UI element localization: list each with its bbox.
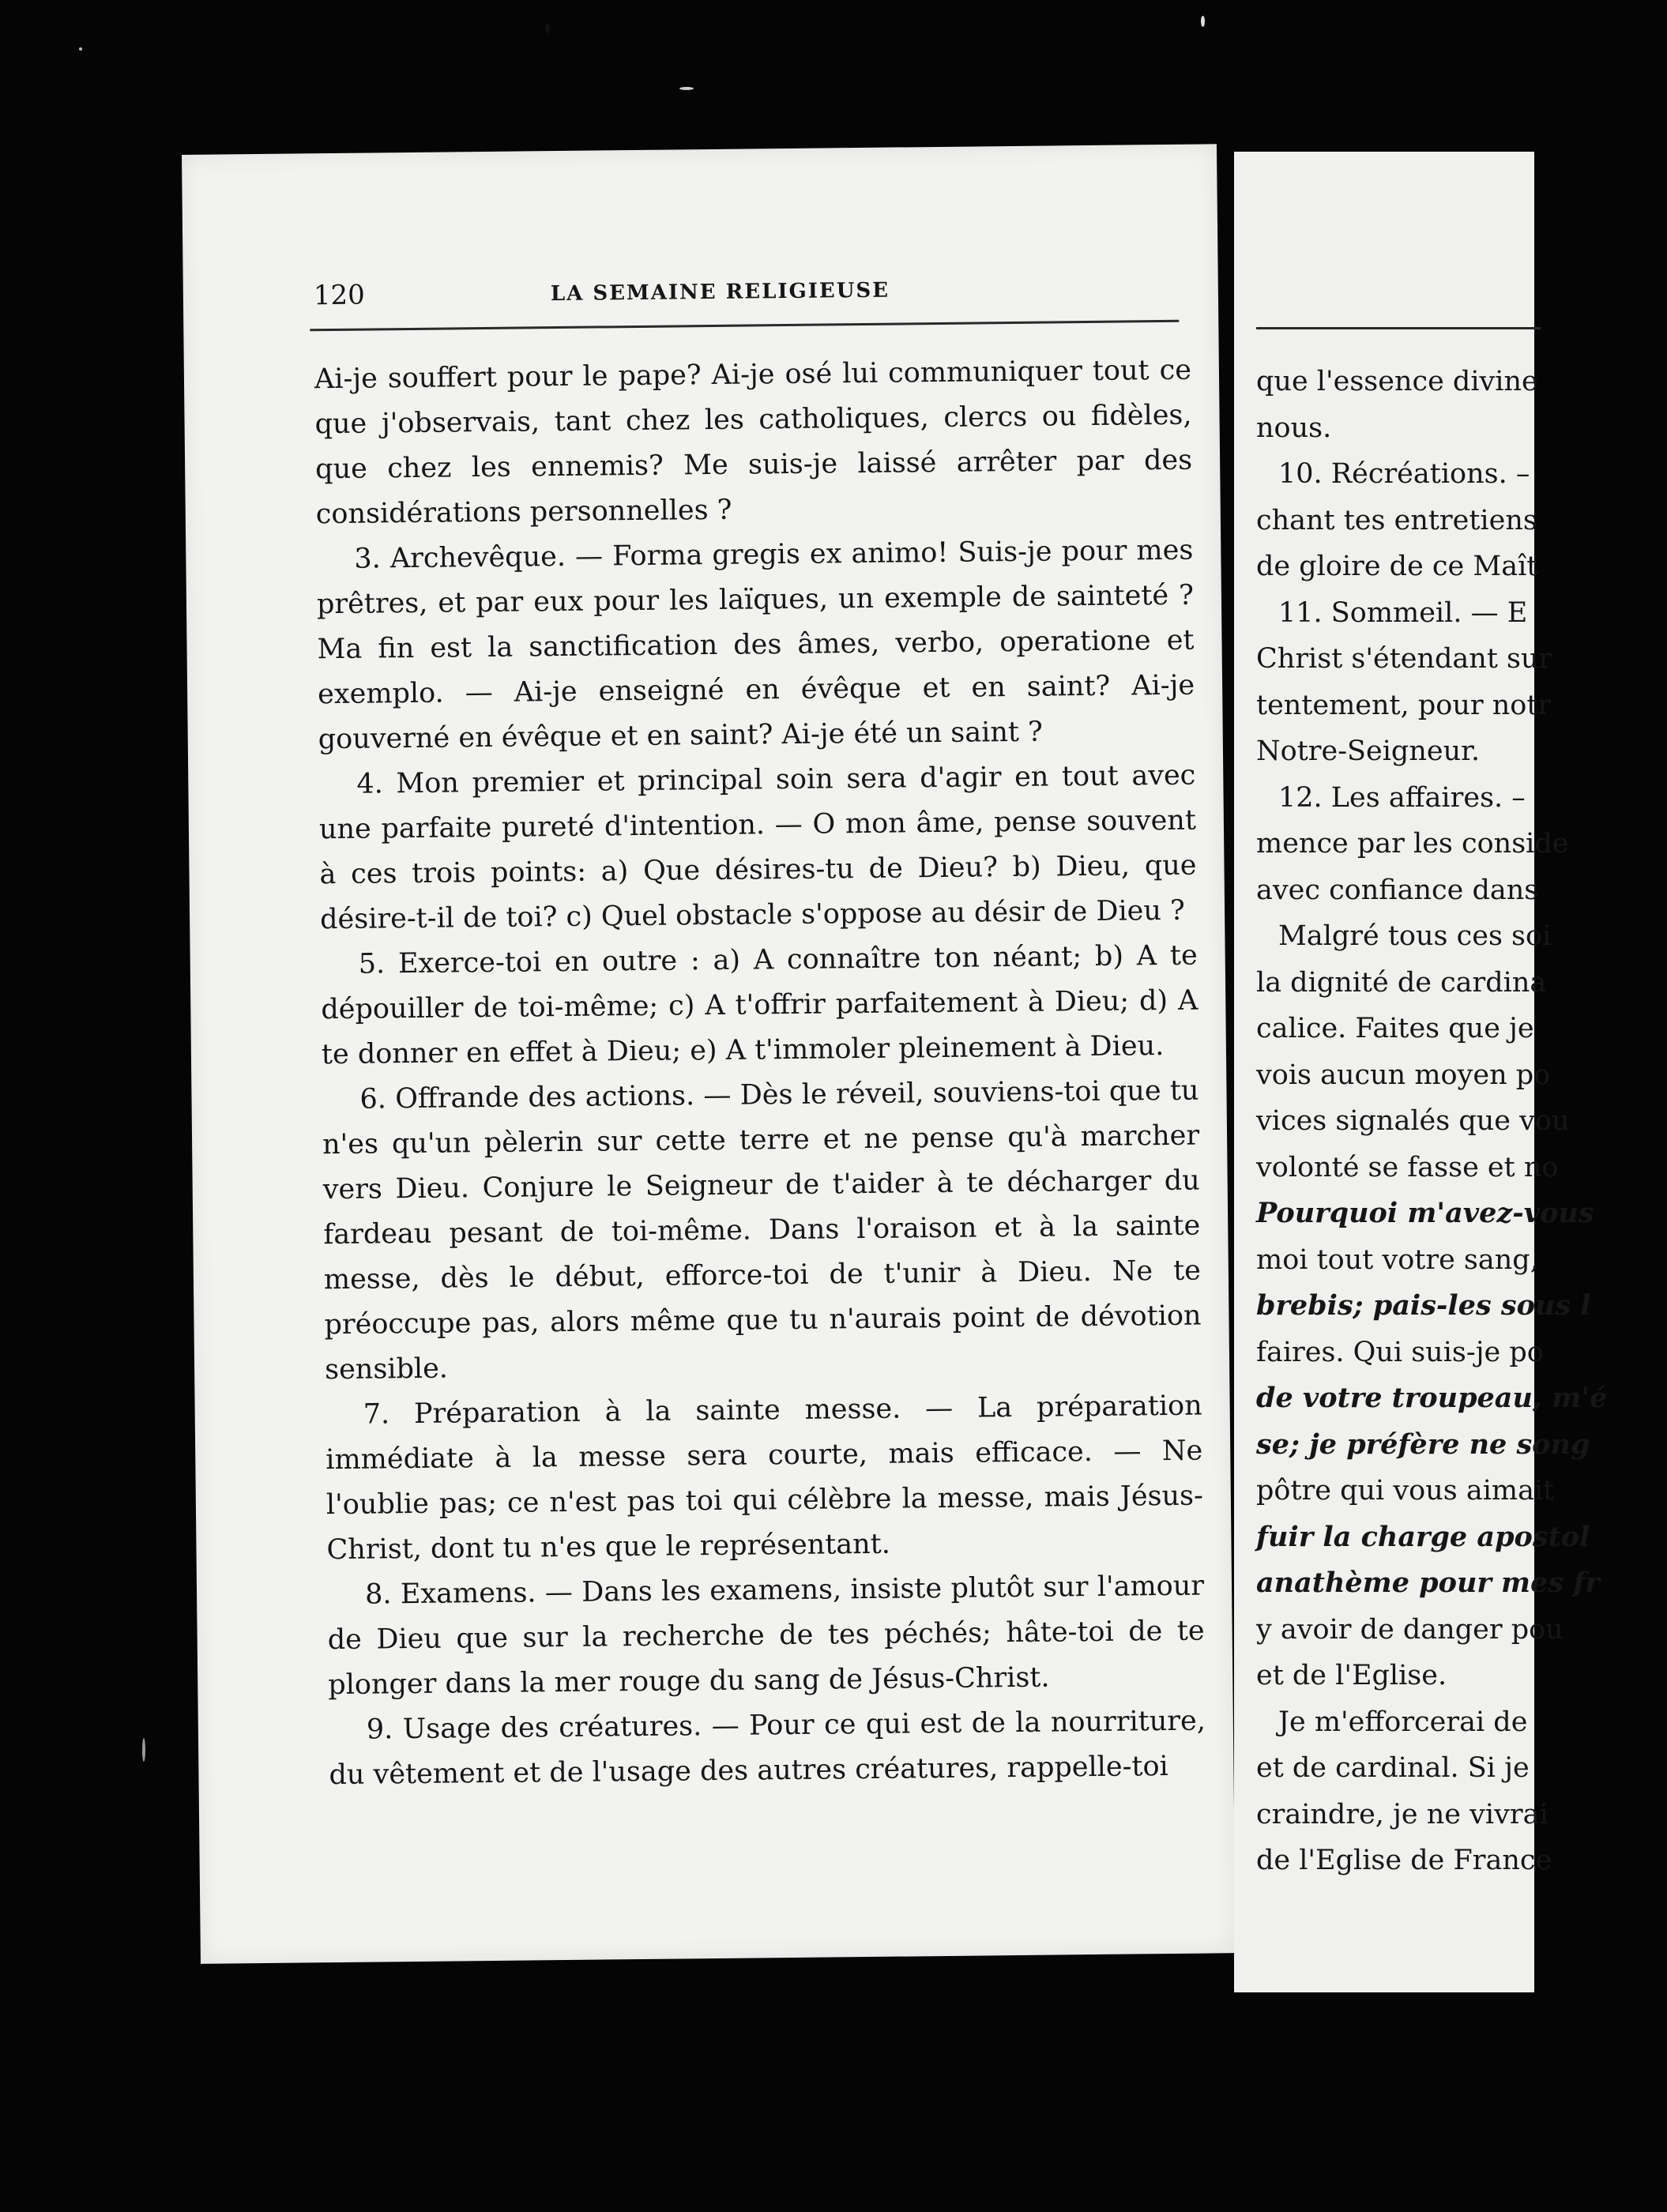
text-line: Notre-Seigneur. xyxy=(1256,735,1481,767)
text-line: nous. xyxy=(1256,412,1332,444)
paragraph: 9. Usage des créatures. — Pour ce qui est de la nourriture, du vêtement et de l'usage des autres créatures, rappelle-toi xyxy=(329,1705,1206,1792)
left-page-body xyxy=(314,348,1206,1799)
text-line: 11. Sommeil. — E xyxy=(1278,596,1528,629)
left-page xyxy=(182,144,1236,1964)
text-line: faires. Qui suis-je po xyxy=(1256,1336,1544,1368)
text-line: pôtre qui vous aimait xyxy=(1256,1475,1555,1507)
header-rule xyxy=(1256,327,1541,329)
scan-speck xyxy=(545,24,550,33)
text-line: brebis; pais-les sous l xyxy=(1256,1289,1591,1322)
text-line: de votre troupeau, m'é xyxy=(1256,1382,1608,1414)
text-line: Pourquoi m'avez-vous xyxy=(1256,1197,1594,1229)
paragraph: 7. Préparation à la sainte messe. — La préparation immédiate à la messe sera courte, mais efficace. — Ne l'oublie pas; ce n'est pas toi qui célèbre la messe, mais Jésus-Christ, dont tu n'es que le représentant. xyxy=(325,1390,1204,1567)
text-line: se; je préfère ne song xyxy=(1256,1428,1590,1461)
paragraph: 3. Archevêque. — Forma gregis ex animo! Suis-je pour mes prêtres, et par eux pour les laïques, un exemple de sainteté ? Ma fin est la sanctification des âmes, verbo, operatione et exemplo. — Ai-je enseigné en évêque et en saint? Ai-je gouverné en évêque et en saint? Ai-je été un saint ? xyxy=(316,534,1195,756)
paragraph: 8. Examens. — Dans les examens, insiste plutôt sur l'amour de Dieu que sur la recherche de tes péchés; hâte-toi de te plonger dans la mer rouge du sang de Jésus-Christ. xyxy=(327,1570,1205,1702)
scan-speck xyxy=(79,47,82,51)
text-line: vois aucun moyen po xyxy=(1256,1059,1551,1091)
text-line: avec confiance dans xyxy=(1256,874,1539,906)
text-line: mence par les conside xyxy=(1256,828,1569,860)
running-title: LA SEMAINE RELIGIEUSE xyxy=(550,278,890,307)
text-line: 10. Récréations. – xyxy=(1278,458,1530,490)
text-line: et de cardinal. Si je xyxy=(1256,1752,1530,1784)
text-line: vices signalés que vou xyxy=(1256,1105,1570,1137)
scan-speck xyxy=(1201,16,1205,27)
paragraph: Ai-je souffert pour le pape? Ai-je osé lui communiquer tout ce que j'observais, tant chez les catholiques, clercs ou fidèles, que chez les ennemis? Me suis-je laissé arrêter par des considérations personnelles ? xyxy=(314,354,1193,531)
text-line: anathème pour mes fr xyxy=(1256,1567,1600,1599)
text-line: 12. Les affaires. – xyxy=(1278,781,1526,814)
text-line: la dignité de cardina xyxy=(1256,966,1547,999)
text-line: que l'essence divine xyxy=(1256,366,1538,397)
paragraph: 4. Mon premier et principal soin sera d'agir en tout avec une parfaite pureté d'intention. — O mon âme, pense souvent à ces trois points: a) Que désires-tu de Dieu? b) Dieu, que désire-t-il de toi? c) Quel obstacle s'oppose au désir de Dieu ? xyxy=(318,759,1197,936)
right-page-body xyxy=(1256,359,1667,1884)
page-number: 120 xyxy=(313,279,365,312)
text-line: volonté se fasse et no xyxy=(1256,1151,1559,1183)
text-line: tentement, pour notr xyxy=(1256,689,1552,721)
text-line: de gloire de ce Maît xyxy=(1256,551,1538,582)
text-line: de l'Eglise de France xyxy=(1256,1845,1552,1876)
paragraph: 6. Offrande des actions. — Dès le réveil, souviens-toi que tu n'es qu'un pèlerin sur cette terre et ne pense qu'à marcher vers Dieu. Conjure le Seigneur de t'aider à te décharger du fardeau pesant de toi-même. Dans l'oraison et à la sainte messe, dès le début, efforce-toi de t'unir à Dieu. Ne te préoccupe pas, alors même que tu n'aurais point de dévotion sensible. xyxy=(322,1074,1202,1386)
paragraph: 5. Exerce-toi en outre : a) A connaître ton néant; b) A te dépouiller de toi-même; c) A t'offrir parfaitement à Dieu; d) A te donner en effet à Dieu; e) A t'immoler pleinement à Dieu. xyxy=(321,939,1199,1071)
text-line: Malgré tous ces soi xyxy=(1278,920,1552,952)
text-line: chant tes entretiens xyxy=(1256,504,1537,536)
text-line: calice. Faites que je xyxy=(1256,1013,1534,1044)
scan-speck xyxy=(142,1738,145,1762)
text-line: Je m'efforcerai de xyxy=(1278,1706,1528,1738)
scan-speck xyxy=(679,87,694,90)
text-line: moi tout votre sang, xyxy=(1256,1243,1539,1276)
text-line: Christ s'étendant sur xyxy=(1256,643,1552,675)
text-line: y avoir de danger pou xyxy=(1256,1613,1564,1646)
page-header xyxy=(314,271,1180,327)
text-line: craindre, je ne vivrai xyxy=(1256,1798,1548,1830)
right-page xyxy=(1234,152,1608,1992)
text-line: et de l'Eglise. xyxy=(1256,1660,1447,1691)
text-line: fuir la charge apostol xyxy=(1256,1520,1590,1553)
